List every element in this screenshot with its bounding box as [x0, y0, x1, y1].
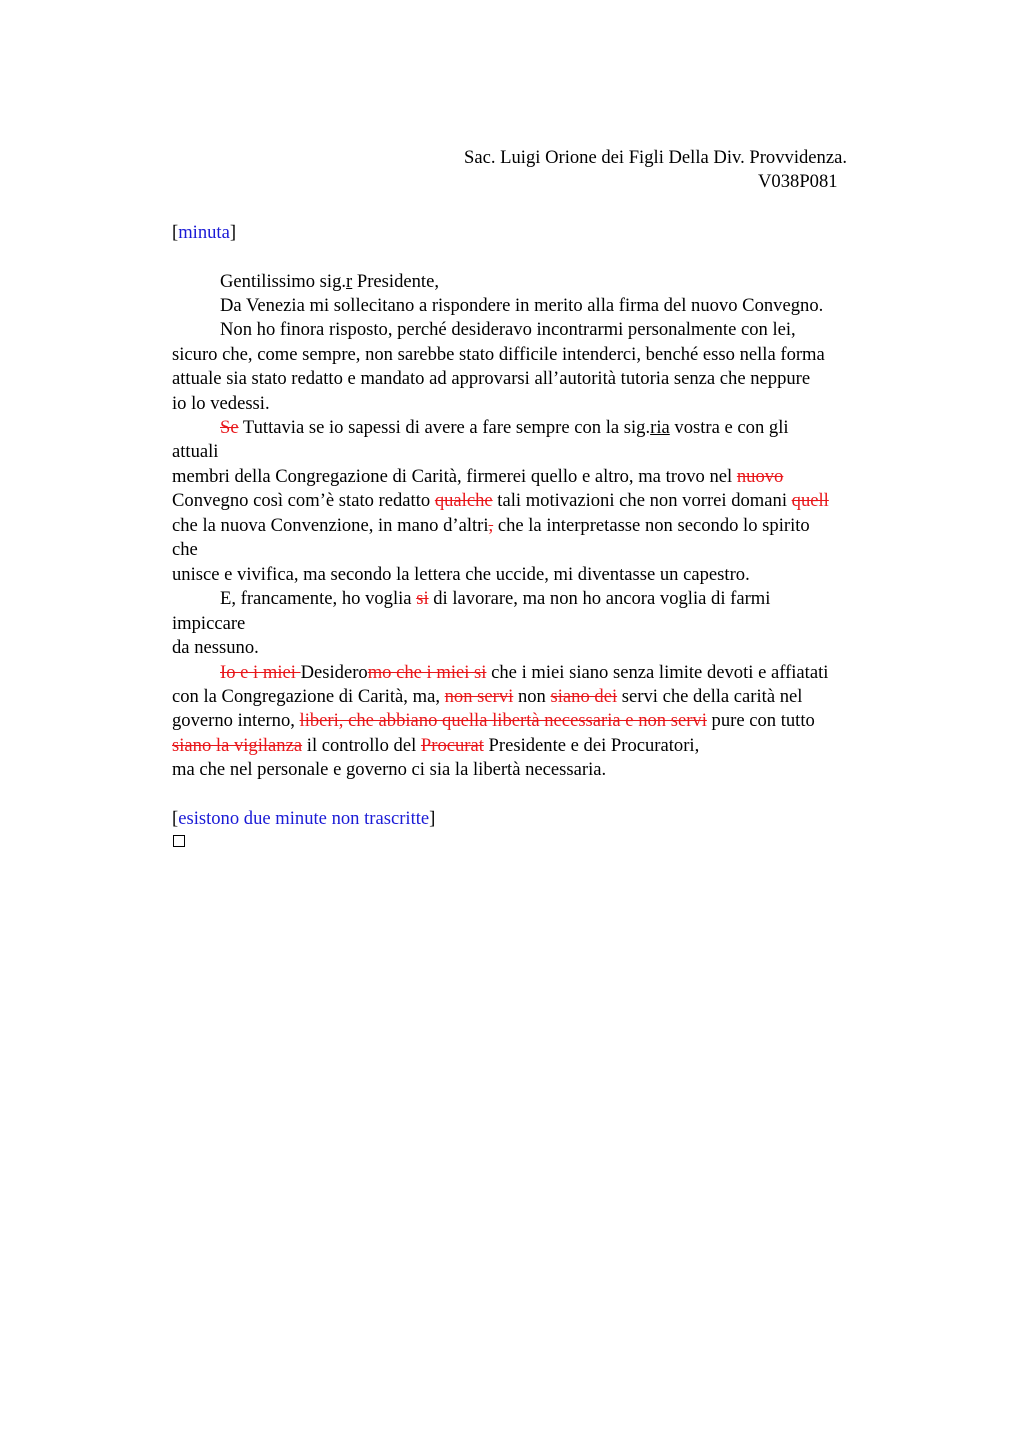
paragraph-line: membri della Congregazione di Carità, firmerei quello e altro, ma trovo nel nuovo	[172, 466, 784, 487]
deleted-text: siano la vigilanza	[172, 735, 303, 756]
deleted-text: Se	[220, 417, 239, 438]
deleted-text: liberi, che abbiano quella libertà necessaria e non servi	[299, 710, 707, 731]
paragraph-line: sicuro che, come sempre, non sarebbe stato difficile intenderci, benché esso nella forma	[172, 344, 825, 365]
deleted-text: quell	[791, 490, 829, 511]
paragraph-line: governo interno, liberi, che abbiano quella libertà necessaria e non servi pure con tutto	[172, 710, 815, 731]
paragraph-line: unisce e vivifica, ma secondo la lettera che uccide, mi diventasse un capestro.	[172, 564, 750, 585]
paragraph-line: che la nuova Convenzione, in mano d’altri, che la interpretasse non secondo lo spirito	[172, 515, 810, 536]
paragraph-line: attuale sia stato redatto e mandato ad approvarsi all’autorità tutoria senza che neppure	[172, 368, 811, 389]
paragraph-line: Se Tuttavia se io sapessi di avere a fare sempre con la sig.ria vostra e con gli	[220, 417, 789, 438]
deleted-text: Procurat	[420, 735, 484, 756]
paragraph-line: che	[172, 539, 198, 560]
paragraph-line: attuali	[172, 441, 219, 462]
paragraph-line: siano la vigilanza il controllo del Procurat Presidente e dei Procuratori,	[172, 735, 700, 756]
editorial-note-text: minuta	[178, 222, 230, 243]
paragraph-line: con la Congregazione di Carità, ma, non servi non siano dei servi che della carità nel	[172, 686, 803, 707]
paragraph-line: Da Venezia mi sollecitano a rispondere in merito alla firma del nuovo Convegno.	[220, 295, 824, 316]
deleted-text: qualche	[434, 490, 493, 511]
reference-code: V038P081	[758, 171, 838, 192]
paragraph-line: Io e i miei Desideromo che i miei si che i miei siano senza limite devoti e affiatati	[220, 662, 829, 683]
paragraph-line: da nessuno.	[172, 637, 259, 658]
deleted-text: si	[416, 588, 429, 609]
deleted-text: mo che i miei si	[367, 662, 487, 683]
paragraph-line: io lo vedessi.	[172, 393, 270, 414]
deleted-text: nuovo	[736, 466, 784, 487]
paragraph-line: E, francamente, ho voglia si di lavorare, ma non ho ancora voglia di farmi	[220, 588, 771, 609]
salutation: Gentilissimo sig.r Presidente,	[220, 271, 439, 292]
deleted-text: Io e i miei	[220, 662, 301, 683]
paragraph-line: Non ho finora risposto, perché desideravo incontrarmi personalmente con lei,	[220, 319, 796, 340]
editorial-note-text: esistono due minute non trascritte	[178, 808, 430, 829]
deleted-text: siano dei	[550, 686, 618, 707]
editorial-note-minuta: [minuta]	[172, 222, 237, 243]
empty-square-glyph	[173, 835, 185, 847]
paragraph-line: impiccare	[172, 613, 246, 634]
author-line: Sac. Luigi Orione dei Figli Della Div. Provvidenza.	[464, 147, 847, 168]
editorial-note-closing: [esistono due minute non trascritte]	[172, 808, 436, 829]
paragraph-line: Convegno così com’è stato redatto qualche tali motivazioni che non vorrei domani quell	[172, 490, 829, 511]
paragraph-line: ma che nel personale e governo ci sia la libertà necessaria.	[172, 759, 607, 780]
deleted-text: ,	[488, 515, 494, 536]
deleted-text: non servi	[444, 686, 514, 707]
